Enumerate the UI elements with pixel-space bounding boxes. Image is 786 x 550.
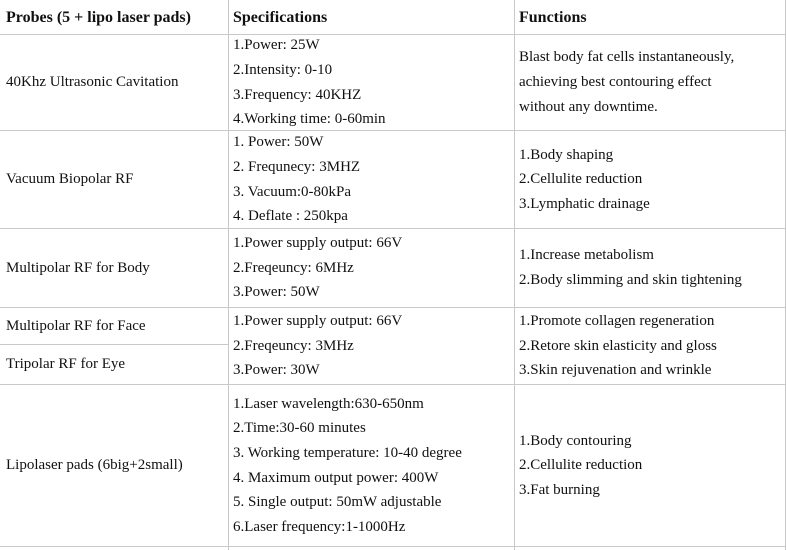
specs-cell (233, 385, 513, 546)
functions-cell (519, 131, 783, 228)
probe-cell (6, 229, 226, 307)
spec-line: 4. Maximum output power: 400W (233, 469, 439, 486)
spec-line: 1.Power: 25W (233, 37, 320, 54)
spec-line: 1.Power supply output: 66V (233, 313, 403, 330)
function-line: achieving best contouring effect (519, 74, 712, 90)
probe-cell (6, 131, 226, 228)
probe-cell (6, 308, 226, 344)
probe-name: Multipolar RF for Face (6, 317, 146, 334)
column-divider (228, 0, 229, 550)
probe-name: Multipolar RF for Body (6, 259, 150, 276)
function-line: 3.Lymphatic drainage (519, 195, 650, 212)
header-specifications (233, 0, 513, 34)
function-line: 2.Cellulite reduction (519, 171, 643, 188)
probe-cell (6, 345, 226, 384)
spec-line: 3. Working temperature: 10-40 degree (233, 444, 462, 461)
functions-cell (519, 35, 783, 130)
probe-cell (6, 385, 226, 546)
spec-line: 1. Power: 50W (233, 134, 324, 151)
specs-cell (233, 308, 513, 384)
function-line: 3.Skin rejuvenation and wrinkle (519, 362, 712, 379)
header-probes (6, 0, 226, 34)
spec-line: 2.Freqeuncy: 6MHz (233, 259, 354, 276)
spec-line: 2. Frequnecy: 3MHZ (233, 158, 361, 175)
probe-name: Vacuum Biopolar RF (6, 171, 134, 188)
spec-line: 4. Deflate : 250kpa (233, 208, 348, 225)
spec-line: 3.Power: 30W (233, 362, 320, 379)
functions-cell (519, 229, 783, 307)
spec-line: 4.Working time: 0-60min (233, 111, 386, 128)
function-line: without any downtime. (519, 99, 658, 115)
specs-cell (233, 131, 513, 228)
header-functions (519, 0, 783, 34)
functions-cell (519, 385, 783, 546)
function-line: 1.Body contouring (519, 432, 632, 449)
spec-line: 6.Laser frequency:1-1000Hz (233, 518, 406, 535)
row-divider (0, 546, 786, 547)
function-line: 3.Fat burning (519, 481, 600, 498)
function-line: 2.Retore skin elasticity and gloss (519, 337, 717, 354)
specs-cell (233, 229, 513, 307)
header-functions-label: Functions (519, 9, 587, 26)
functions-cell (519, 308, 783, 384)
probe-name: 40Khz Ultrasonic Cavitation (6, 74, 179, 91)
spec-line: 1.Power supply output: 66V (233, 235, 403, 252)
spec-line: 2.Intensity: 0-10 (233, 61, 333, 78)
header-probes-label: Probes (5 + lipo laser pads) (6, 9, 191, 26)
spec-line: 2.Time:30-60 minutes (233, 420, 366, 437)
function-line: 1.Promote collagen regeneration (519, 313, 715, 330)
spec-line: 3.Power: 50W (233, 284, 320, 301)
probe-name: Lipolaser pads (6big+2small) (6, 457, 183, 474)
function-line: 2.Cellulite reduction (519, 457, 643, 474)
column-divider (514, 0, 515, 550)
spec-line: 5. Single output: 50mW adjustable (233, 494, 442, 511)
specs-cell (233, 35, 513, 130)
spec-line: 3.Frequency: 40KHZ (233, 86, 362, 103)
function-line: 1.Increase metabolism (519, 247, 654, 264)
probe-cell (6, 35, 226, 130)
header-specifications-label: Specifications (233, 9, 328, 26)
spec-line: 2.Freqeuncy: 3MHz (233, 337, 354, 354)
spec-line: 1.Laser wavelength:630-650nm (233, 395, 424, 412)
function-line: 1.Body shaping (519, 146, 614, 163)
function-line: Blast body fat cells instantaneously, (519, 49, 735, 65)
spec-line: 3. Vacuum:0-80kPa (233, 183, 352, 200)
probe-name: Tripolar RF for Eye (6, 356, 126, 373)
function-line: 2.Body slimming and skin tightening (519, 272, 742, 288)
